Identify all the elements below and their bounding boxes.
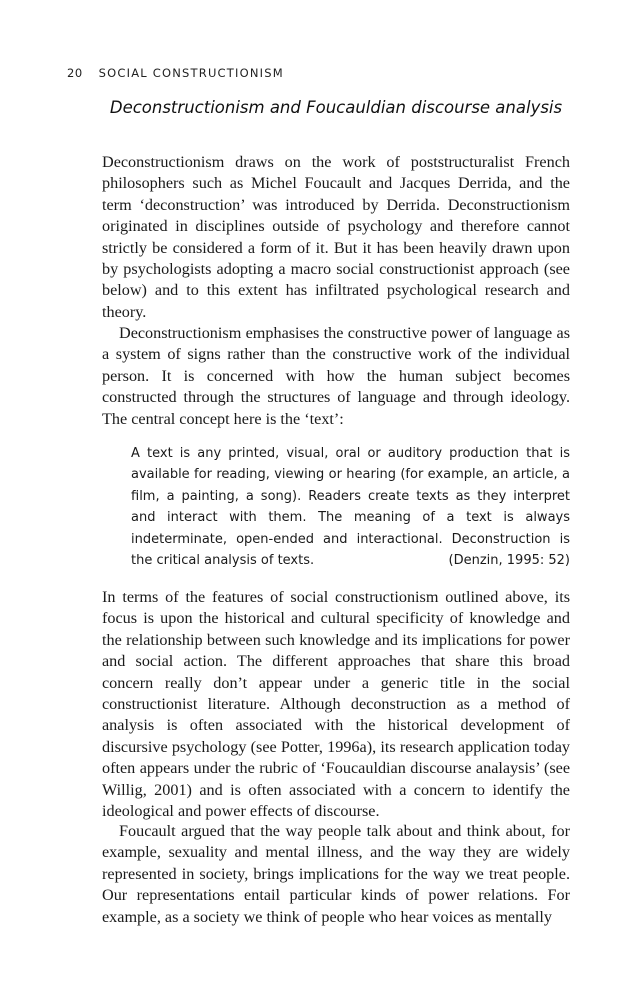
paragraph-4: Foucault argued that the way people talk about and think about, for example, sexuality and mental illness, and the way they are widely represented in society, brings implications for the way we treat people. Our representations entail particular kinds of power relations. For example, as a society we think of people who hear voices as mentally xyxy=(102,822,570,926)
section-title: Deconstructionism and Foucauldian discourse analysis xyxy=(109,98,563,117)
running-head xyxy=(67,66,284,80)
block-quote: A text is any printed, visual, oral or auditory production that is available for reading, viewing or hearing (for example, an article, a film, a painting, a song). Readers create texts as they interpret and interact with them. The meaning of a text is always indeterminate, open-ended and interactional. Deconstruction is the critical analysis of texts. xyxy=(131,446,570,569)
running-head-title: SOCIAL CONSTRUCTIONISM xyxy=(98,66,284,80)
paragraph-1: Deconstructionism draws on the work of poststructuralist French philosophers such as Michel Foucault and Jacques Derrida, and the term ‘deconstruction’ was introduced by Derrida. Deconstructionism originated in disciplines outside of psychology and therefore cannot strictly be considered a form of it. But it has been heavily drawn upon by psychologists adopting a macro social constructionist approach (see below) and to this extent has infiltrated psychological research and theory. xyxy=(102,153,570,321)
paragraph-2: Deconstructionism emphasises the constructive power of language as a system of signs rather than the constructive work of the individual person. It is concerned with how the human subject becomes constructed through the structures of language and through ideology. The central concept here is the ‘text’: xyxy=(102,324,570,428)
paragraph-3: In terms of the features of social constructionism outlined above, its focus is upon the historical and cultural specificity of knowledge and the relationship between such knowledge and its implications for power and social action. The different approaches that share this broad concern really don’t appear under a generic title in the social constructionist literature. Although deconstruction as a method of analysis is often associated with the historical development of discursive psychology (see Potter, 1996a), its research application today often appears under the rubric of ‘Foucauldian discourse analaysis’ (see Willig, 2001) and is often associated with a concern to identify the ideological and power effects of discourse. xyxy=(102,588,570,821)
quote-citation: (Denzin, 1995: 52) xyxy=(448,553,570,568)
page-number: 20 xyxy=(67,66,83,80)
